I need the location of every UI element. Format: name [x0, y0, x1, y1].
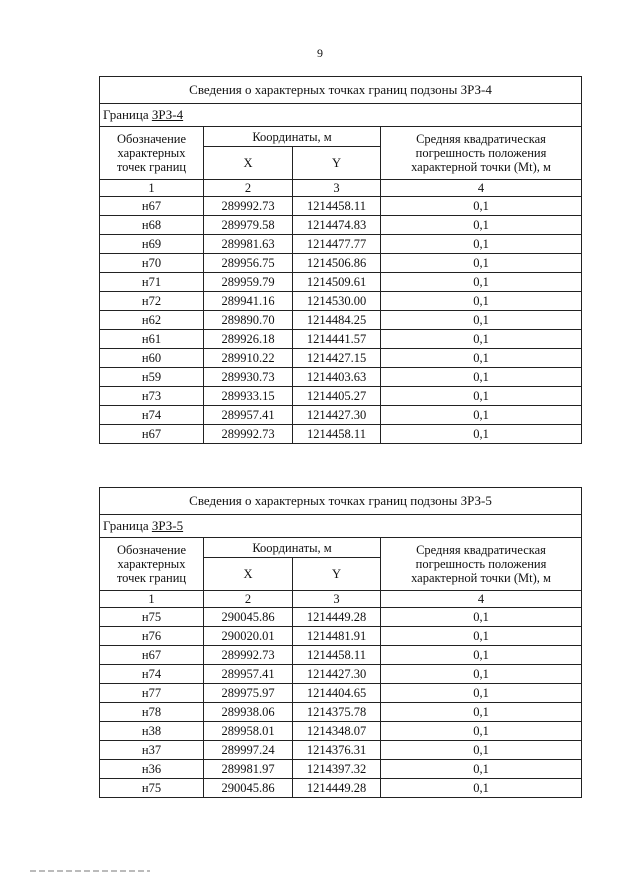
- point-designation: н75: [100, 608, 204, 627]
- table-row: [100, 292, 582, 311]
- boundary-name: ЗРЗ-4: [151, 107, 184, 122]
- coord-y: 1214458.11: [293, 646, 381, 665]
- coord-x: 289979.58: [204, 216, 293, 235]
- point-designation: н69: [100, 235, 204, 254]
- point-designation: н38: [100, 722, 204, 741]
- header-coordinates: Координаты, м: [204, 538, 381, 558]
- coord-y: 1214484.25: [293, 311, 381, 330]
- table-rows: [100, 197, 582, 444]
- position-error: 0,1: [381, 330, 582, 349]
- point-designation: н76: [100, 627, 204, 646]
- boundary-label-text: Граница: [103, 107, 149, 122]
- coord-x: 289981.97: [204, 760, 293, 779]
- table-row: [100, 197, 582, 216]
- point-designation: н78: [100, 703, 204, 722]
- position-error: 0,1: [381, 292, 582, 311]
- column-number: 2: [204, 591, 293, 608]
- position-error: 0,1: [381, 311, 582, 330]
- table-row: [100, 646, 582, 665]
- coord-x: 289956.75: [204, 254, 293, 273]
- table-title: Сведения о характерных точках границ подзоны ЗРЗ-5: [100, 488, 582, 515]
- coord-x: 289975.97: [204, 684, 293, 703]
- table-row: [100, 760, 582, 779]
- position-error: 0,1: [381, 779, 582, 798]
- coord-y: 1214375.78: [293, 703, 381, 722]
- point-designation: н67: [100, 646, 204, 665]
- position-error: 0,1: [381, 368, 582, 387]
- coord-x: 289957.41: [204, 665, 293, 684]
- point-designation: н67: [100, 425, 204, 444]
- coord-y: 1214404.65: [293, 684, 381, 703]
- position-error: 0,1: [381, 273, 582, 292]
- boundary-label: [100, 515, 582, 538]
- coord-x: 290045.86: [204, 779, 293, 798]
- point-designation: н72: [100, 292, 204, 311]
- coord-y: 1214449.28: [293, 779, 381, 798]
- column-number: 1: [100, 591, 204, 608]
- coord-x: 289910.22: [204, 349, 293, 368]
- boundary-points-table-zrz5: [99, 487, 582, 798]
- point-designation: н71: [100, 273, 204, 292]
- boundary-name: ЗРЗ-5: [151, 518, 184, 533]
- position-error: 0,1: [381, 216, 582, 235]
- header-coordinates: Координаты, м: [204, 127, 381, 147]
- point-designation: н36: [100, 760, 204, 779]
- coord-y: 1214458.11: [293, 197, 381, 216]
- coord-y: 1214397.32: [293, 760, 381, 779]
- position-error: 0,1: [381, 665, 582, 684]
- coord-x: 289933.15: [204, 387, 293, 406]
- coord-y: 1214348.07: [293, 722, 381, 741]
- coord-y: 1214474.83: [293, 216, 381, 235]
- coord-x: 289930.73: [204, 368, 293, 387]
- coord-x: 289938.06: [204, 703, 293, 722]
- coord-y: 1214481.91: [293, 627, 381, 646]
- point-designation: н73: [100, 387, 204, 406]
- table-row: [100, 406, 582, 425]
- boundary-label: [100, 104, 582, 127]
- position-error: 0,1: [381, 235, 582, 254]
- table-row: [100, 235, 582, 254]
- position-error: 0,1: [381, 197, 582, 216]
- position-error: 0,1: [381, 608, 582, 627]
- header-x: X: [204, 558, 293, 591]
- coord-x: 289957.41: [204, 406, 293, 425]
- coord-y: 1214403.63: [293, 368, 381, 387]
- header-x: X: [204, 147, 293, 180]
- table-row: [100, 779, 582, 798]
- position-error: 0,1: [381, 741, 582, 760]
- coord-y: 1214477.77: [293, 235, 381, 254]
- table-row: [100, 216, 582, 235]
- header-designation: Обозначение характерных точек границ: [100, 127, 204, 180]
- coord-x: 290020.01: [204, 627, 293, 646]
- coord-y: 1214509.61: [293, 273, 381, 292]
- point-designation: н75: [100, 779, 204, 798]
- coord-x: 289959.79: [204, 273, 293, 292]
- point-designation: н74: [100, 665, 204, 684]
- table-row: [100, 627, 582, 646]
- table-row: [100, 608, 582, 627]
- coord-y: 1214441.57: [293, 330, 381, 349]
- column-number: 3: [293, 591, 381, 608]
- point-designation: н62: [100, 311, 204, 330]
- coord-x: 289992.73: [204, 197, 293, 216]
- position-error: 0,1: [381, 425, 582, 444]
- point-designation: н68: [100, 216, 204, 235]
- table-row: [100, 684, 582, 703]
- table-rows: [100, 608, 582, 798]
- position-error: 0,1: [381, 646, 582, 665]
- coord-x: 289958.01: [204, 722, 293, 741]
- coord-y: 1214530.00: [293, 292, 381, 311]
- table-row: [100, 254, 582, 273]
- header-error: Средняя квадратическая погрешность положения характерной точки (Mt), м: [381, 538, 582, 591]
- coord-y: 1214458.11: [293, 425, 381, 444]
- coord-x: 290045.86: [204, 608, 293, 627]
- header-y: Y: [293, 558, 381, 591]
- coord-y: 1214427.15: [293, 349, 381, 368]
- position-error: 0,1: [381, 684, 582, 703]
- point-designation: н60: [100, 349, 204, 368]
- coord-x: 289992.73: [204, 646, 293, 665]
- column-number: 1: [100, 180, 204, 197]
- position-error: 0,1: [381, 387, 582, 406]
- coord-y: 1214427.30: [293, 406, 381, 425]
- table-title: Сведения о характерных точках границ подзоны ЗРЗ-4: [100, 77, 582, 104]
- coord-x: 289992.73: [204, 425, 293, 444]
- coord-y: 1214506.86: [293, 254, 381, 273]
- coord-x: 289890.70: [204, 311, 293, 330]
- point-designation: н59: [100, 368, 204, 387]
- table-row: [100, 703, 582, 722]
- column-number: 4: [381, 180, 582, 197]
- table-row: [100, 425, 582, 444]
- position-error: 0,1: [381, 703, 582, 722]
- coord-x: 289926.18: [204, 330, 293, 349]
- position-error: 0,1: [381, 406, 582, 425]
- page-number: 9: [317, 46, 323, 60]
- point-designation: н37: [100, 741, 204, 760]
- table-row: [100, 665, 582, 684]
- position-error: 0,1: [381, 254, 582, 273]
- table-row: [100, 722, 582, 741]
- column-number: 2: [204, 180, 293, 197]
- column-number: 4: [381, 591, 582, 608]
- boundary-label-text: Граница: [103, 518, 149, 533]
- header-error: Средняя квадратическая погрешность положения характерной точки (Mt), м: [381, 127, 582, 180]
- coord-x: 289941.16: [204, 292, 293, 311]
- header-designation: Обозначение характерных точек границ: [100, 538, 204, 591]
- position-error: 0,1: [381, 349, 582, 368]
- coord-x: 289997.24: [204, 741, 293, 760]
- position-error: 0,1: [381, 760, 582, 779]
- coord-y: 1214376.31: [293, 741, 381, 760]
- point-designation: н61: [100, 330, 204, 349]
- position-error: 0,1: [381, 722, 582, 741]
- coord-y: 1214449.28: [293, 608, 381, 627]
- position-error: 0,1: [381, 627, 582, 646]
- table-row: [100, 387, 582, 406]
- table-row: [100, 741, 582, 760]
- scan-artifact-line: [30, 870, 150, 872]
- coord-y: 1214427.30: [293, 665, 381, 684]
- point-designation: н74: [100, 406, 204, 425]
- table-row: [100, 330, 582, 349]
- table-row: [100, 349, 582, 368]
- coord-x: 289981.63: [204, 235, 293, 254]
- point-designation: н70: [100, 254, 204, 273]
- boundary-points-table-zrz4: [99, 76, 582, 444]
- table-row: [100, 368, 582, 387]
- coord-y: 1214405.27: [293, 387, 381, 406]
- column-number: 3: [293, 180, 381, 197]
- table-row: [100, 311, 582, 330]
- point-designation: н77: [100, 684, 204, 703]
- table-row: [100, 273, 582, 292]
- header-y: Y: [293, 147, 381, 180]
- point-designation: н67: [100, 197, 204, 216]
